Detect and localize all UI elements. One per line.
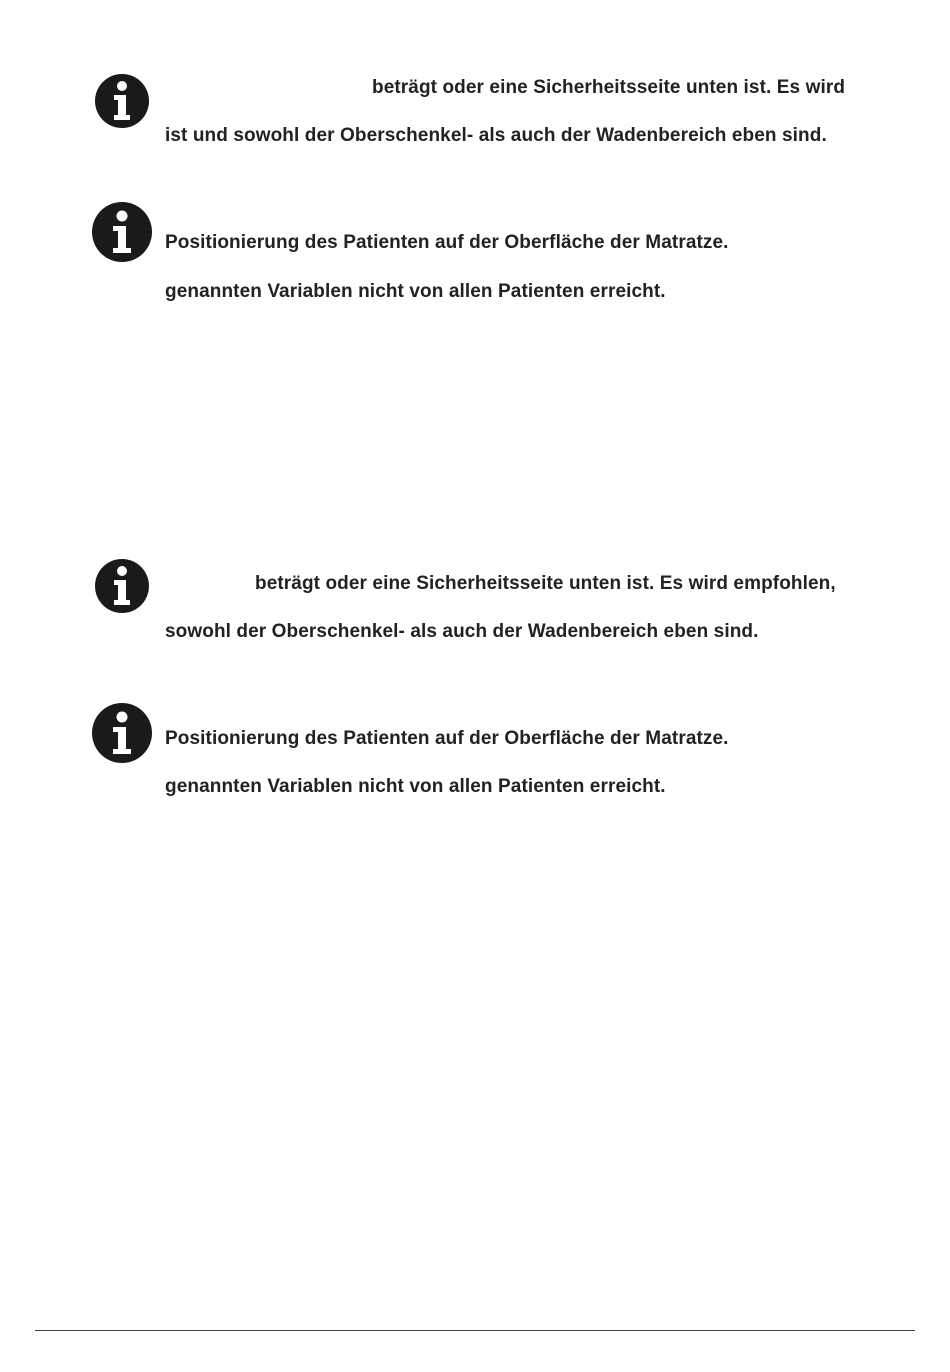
info-icon [91,702,153,764]
note-4-line-1: Positionierung des Patienten auf der Oberfläche der Matratze. [165,728,729,749]
info-icon [91,201,153,263]
note-1-line-1: beträgt oder eine Sicherheitsseite unten ist. Es wird [372,77,846,98]
info-icon [94,73,150,129]
note-1-line-2: ist und sowohl der Oberschenkel- als auch der Wadenbereich eben sind. [165,125,827,146]
note-2-line-1: Positionierung des Patienten auf der Oberfläche der Matratze. [165,232,729,253]
info-icon [94,558,150,614]
note-3-line-2: sowohl der Oberschenkel- als auch der Wadenbereich eben sind. [165,621,759,642]
footer-divider [35,1330,915,1331]
note-2-line-2: genannten Variablen nicht von allen Patienten erreicht. [165,281,666,302]
note-3-line-1: beträgt oder eine Sicherheitsseite unten ist. Es wird empfohlen, [255,573,836,594]
note-4-line-2: genannten Variablen nicht von allen Patienten erreicht. [165,776,666,797]
